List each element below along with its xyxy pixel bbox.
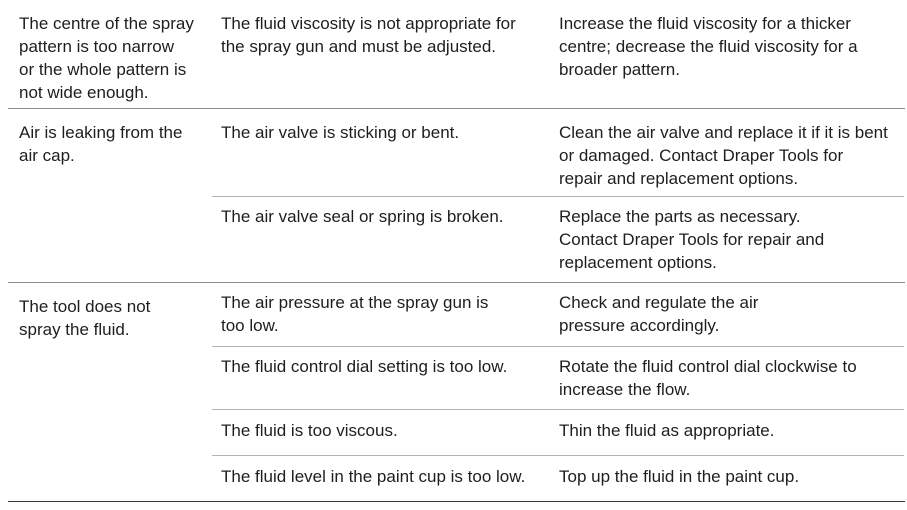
cause-cell bbox=[212, 465, 539, 502]
cause-text: The air pressure at the spray gun is too low. bbox=[221, 293, 489, 335]
cause-cell bbox=[212, 355, 539, 409]
table-row bbox=[212, 456, 907, 502]
cause-cell bbox=[212, 205, 539, 283]
table-row bbox=[212, 0, 907, 109]
table-row bbox=[212, 347, 904, 410]
cause-text: The fluid control dial setting is too low. bbox=[221, 357, 508, 376]
cause-cell bbox=[212, 291, 539, 346]
problem-cell bbox=[8, 283, 203, 341]
solution-cell bbox=[550, 12, 900, 109]
cause-cell bbox=[212, 121, 539, 196]
problem-text: The centre of the spray pattern is too narrow or the whole pattern is not wide enough. bbox=[19, 14, 194, 102]
table-row bbox=[212, 197, 907, 283]
solution-cell bbox=[550, 465, 900, 502]
problem-text: Air is leaking from the air cap. bbox=[19, 123, 183, 165]
table-group bbox=[0, 283, 907, 502]
solution-text: Increase the fluid viscosity for a thicker centre; decrease the fluid viscosity for a broader pattern. bbox=[559, 14, 858, 79]
solution-cell bbox=[550, 121, 900, 196]
problem-text: The tool does not spray the fluid. bbox=[19, 297, 151, 339]
solution-cell bbox=[550, 419, 900, 455]
table-row bbox=[212, 109, 904, 197]
cause-text: The fluid is too viscous. bbox=[221, 421, 398, 440]
table-group bbox=[0, 0, 907, 109]
solution-cell bbox=[550, 355, 900, 409]
cause-cell bbox=[212, 12, 539, 109]
table-row bbox=[212, 283, 904, 347]
table-row bbox=[212, 410, 904, 456]
solution-cell bbox=[550, 205, 900, 283]
problem-cell bbox=[8, 109, 203, 167]
solution-text: Rotate the fluid control dial clockwise to increase the flow. bbox=[559, 357, 857, 399]
table-group bbox=[0, 109, 907, 283]
solution-text: Check and regulate the air pressure accordingly. bbox=[559, 293, 759, 335]
solution-text: Clean the air valve and replace it if it is bent or damaged. Contact Draper Tools for repair and replacement options. bbox=[559, 123, 888, 188]
solution-text: Top up the fluid in the paint cup. bbox=[559, 467, 800, 486]
cause-cell bbox=[212, 419, 539, 455]
group-divider bbox=[8, 501, 905, 502]
problem-cell bbox=[8, 0, 203, 104]
solution-text: Thin the fluid as appropriate. bbox=[559, 421, 775, 440]
cause-text: The fluid level in the paint cup is too low. bbox=[221, 467, 526, 486]
cause-text: The air valve seal or spring is broken. bbox=[221, 207, 504, 226]
solution-cell bbox=[550, 291, 900, 346]
cause-text: The air valve is sticking or bent. bbox=[221, 123, 460, 142]
solution-text: Replace the parts as necessary. Contact Draper Tools for repair and replacement options. bbox=[559, 207, 825, 272]
cause-text: The fluid viscosity is not appropriate for the spray gun and must be adjusted. bbox=[221, 14, 516, 56]
